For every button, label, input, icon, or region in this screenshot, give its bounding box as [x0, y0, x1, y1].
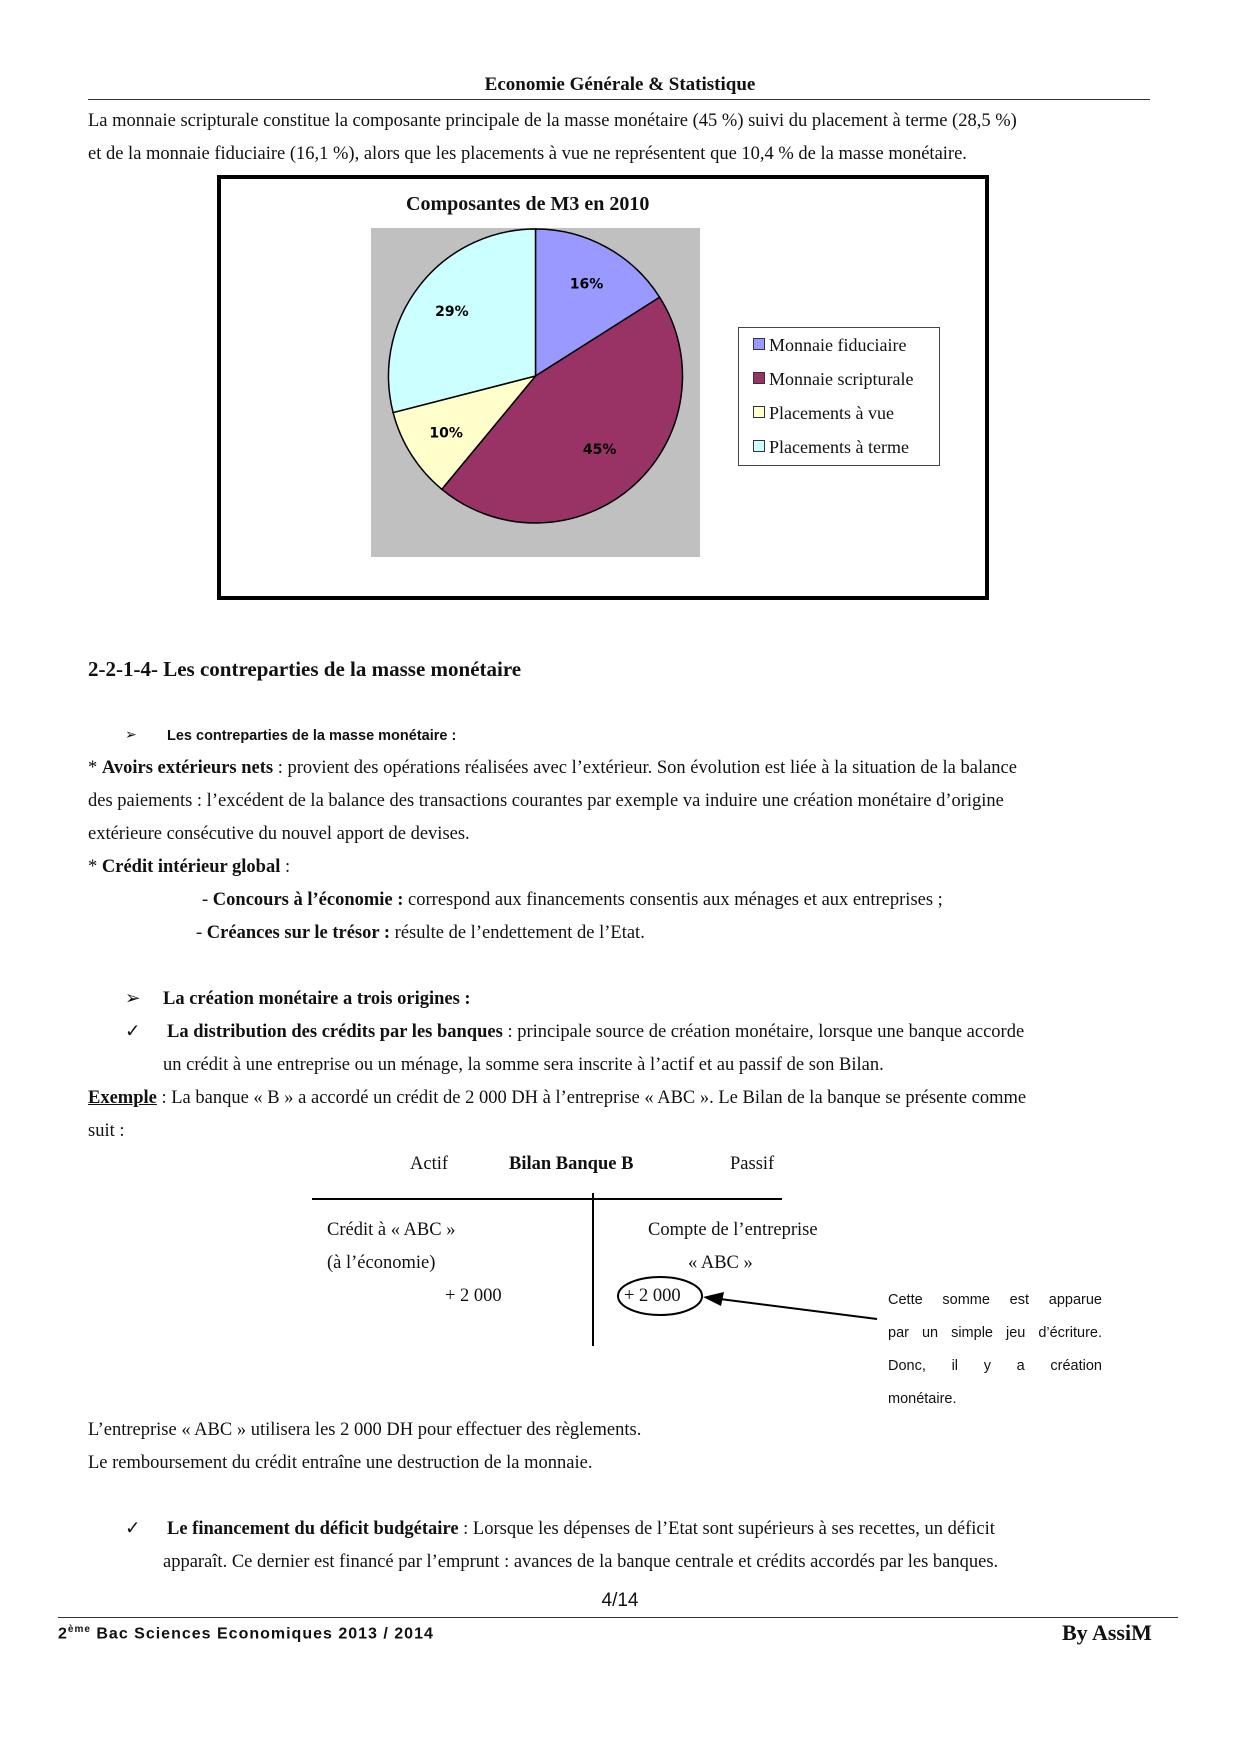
callout-graphics	[600, 1275, 900, 1335]
distribution-line-2: un crédit à une entreprise ou un ménage, la somme sera inscrite à l’actif et au passif de son Bilan.	[163, 1055, 884, 1075]
legend-swatch	[753, 338, 765, 350]
bilan-right-amount: + 2 000	[624, 1286, 681, 1306]
callout-note-line-2: par un simple jeu d’écriture.	[888, 1325, 1102, 1341]
after-line-2: Le remboursement du crédit entraîne une destruction de la monnaie.	[88, 1453, 593, 1473]
deficit-label: Le financement du déficit budgétaire	[167, 1519, 459, 1539]
distribution-text: : principale source de création monétaire, lorsque une banque accorde	[502, 1022, 1025, 1042]
exemple-text: : La banque « B » a accordé un crédit de 2 000 DH à l’entreprise « ABC ». Le Bilan de la banque se présente comme	[156, 1088, 1027, 1108]
callout-note-line-3: Donc, il y a création	[888, 1358, 1102, 1374]
callout-arrow-line	[720, 1299, 877, 1319]
callout-arrow-head	[703, 1292, 724, 1306]
bilan-left-amount: + 2 000	[445, 1286, 502, 1306]
concours-text: correspond aux financements consentis aux ménages et aux entreprises ;	[403, 890, 943, 910]
pie-label: 16%	[569, 276, 604, 293]
intro-line-1: La monnaie scripturale constitue la composante principale de la masse monétaire (45 %) suivi du placement à terme (28,5 %)	[88, 111, 1017, 131]
pie-label: 45%	[582, 441, 617, 458]
after-line-1: L’entreprise « ABC » utilisera les 2 000 DH pour effectuer des règlements.	[88, 1420, 642, 1440]
avoirs-line-1: * Avoirs extérieurs nets : provient des opérations réalisées avec l’extérieur. Son évolution est liée à la situation de la balance	[88, 758, 1017, 778]
legend-swatch	[753, 406, 765, 418]
credit-label: Crédit intérieur global	[101, 857, 281, 877]
deficit-line-2: apparaît. Ce dernier est financé par l’emprunt : avances de la banque centrale et crédits accordés par les banques.	[163, 1552, 999, 1572]
amount-circle	[618, 1277, 702, 1315]
chart-legend	[738, 327, 940, 466]
creances-line: - Créances sur le trésor : résulte de l’endettement de l’Etat.	[196, 923, 645, 943]
legend-item-vue	[753, 403, 894, 424]
creances-text: résulte de l’endettement de l’Etat.	[390, 923, 645, 943]
exemple-label: Exemple	[88, 1088, 157, 1108]
callout-note-line-1: Cette somme est apparue	[888, 1292, 1102, 1308]
distribution-line-1	[167, 1016, 1024, 1049]
callout-note-line-4: monétaire.	[888, 1391, 957, 1407]
footer-course: Bac Sciences Economiques 2013 / 2014	[90, 1625, 434, 1643]
header-rule	[88, 99, 1150, 100]
bilan-passif: Passif	[730, 1154, 775, 1174]
avoirs-line-3: extérieure consécutive du nouvel apport de devises.	[88, 824, 470, 844]
credit-line: * Crédit intérieur global :	[88, 857, 291, 877]
creances-label: Créances sur le trésor :	[206, 923, 391, 943]
legend-swatch	[753, 372, 765, 384]
bilan-right-line-1: Compte de l’entreprise	[648, 1220, 818, 1240]
pie-label: 10%	[429, 425, 463, 442]
bilan-horizontal-rule	[312, 1198, 782, 1200]
page-number: 4/14	[601, 1590, 639, 1611]
chart-frame	[217, 175, 989, 600]
origins-heading-text: La création monétaire a trois origines :	[163, 989, 471, 1009]
arrow-bullet-icon: ➢	[125, 728, 137, 743]
sub-heading: Les contreparties de la masse monétaire :	[167, 728, 457, 744]
bilan-left-line-1: Crédit à « ABC »	[327, 1220, 456, 1240]
footer-sup: ème	[67, 1624, 91, 1635]
pie-chart	[371, 228, 700, 557]
origins-heading	[163, 983, 471, 1016]
bilan-title: Bilan Banque B	[509, 1154, 634, 1174]
pie-label: 29%	[435, 304, 469, 321]
footer-author: By AssiM	[1062, 1620, 1152, 1645]
bilan-left-line-2: (à l’économie)	[327, 1253, 436, 1273]
page-header-title: Economie Générale & Statistique	[484, 74, 756, 95]
concours-line: - Concours à l’économie : correspond aux financements consentis aux ménages et aux entreprises ;	[202, 890, 943, 910]
arrow-bullet-icon: ➢	[125, 989, 141, 1009]
avoirs-text: : provient des opérations réalisées avec l’extérieur. Son évolution est liée à la situation de la balance	[273, 758, 1017, 778]
distribution-label: La distribution des crédits par les banques	[167, 1022, 503, 1042]
chart-title: Composantes de M3 en 2010	[406, 193, 650, 215]
deficit-text: : Lorsque les dépenses de l’Etat sont supérieurs à ses recettes, un déficit	[458, 1519, 995, 1539]
legend-label: Monnaie fiduciaire	[769, 335, 907, 355]
check-icon: ✓	[125, 1519, 141, 1539]
concours-label: Concours à l’économie :	[212, 890, 404, 910]
bilan-right-line-2: « ABC »	[688, 1253, 753, 1273]
legend-label: Placements à terme	[769, 437, 909, 457]
legend-item-terme	[753, 437, 909, 458]
legend-label: Monnaie scripturale	[769, 369, 914, 389]
avoirs-line-2: des paiements : l’excédent de la balance des transactions courantes par exemple va induire une création monétaire d’origine	[88, 791, 1004, 811]
exemple-line-1	[88, 1082, 1026, 1115]
bilan-vertical-rule	[592, 1193, 594, 1346]
legend-item-scripturale	[753, 369, 913, 390]
legend-item-fiduciaire	[753, 335, 906, 356]
section-heading: 2-2-1-4- Les contreparties de la masse monétaire	[88, 657, 522, 681]
footer-rule	[58, 1617, 1178, 1618]
intro-line-2: et de la monnaie fiduciaire (16,1 %), alors que les placements à vue ne représentent que 10,4 % de la masse monétaire.	[88, 144, 967, 164]
legend-label: Placements à vue	[769, 403, 894, 423]
exemple-line-2: suit :	[88, 1121, 125, 1141]
footer-grade: 2	[58, 1625, 68, 1643]
avoirs-label: Avoirs extérieurs nets	[101, 758, 274, 778]
bilan-actif: Actif	[410, 1154, 449, 1174]
check-icon: ✓	[125, 1022, 141, 1042]
legend-swatch	[753, 440, 765, 452]
deficit-line-1	[167, 1513, 995, 1546]
footer-left	[58, 1624, 434, 1643]
